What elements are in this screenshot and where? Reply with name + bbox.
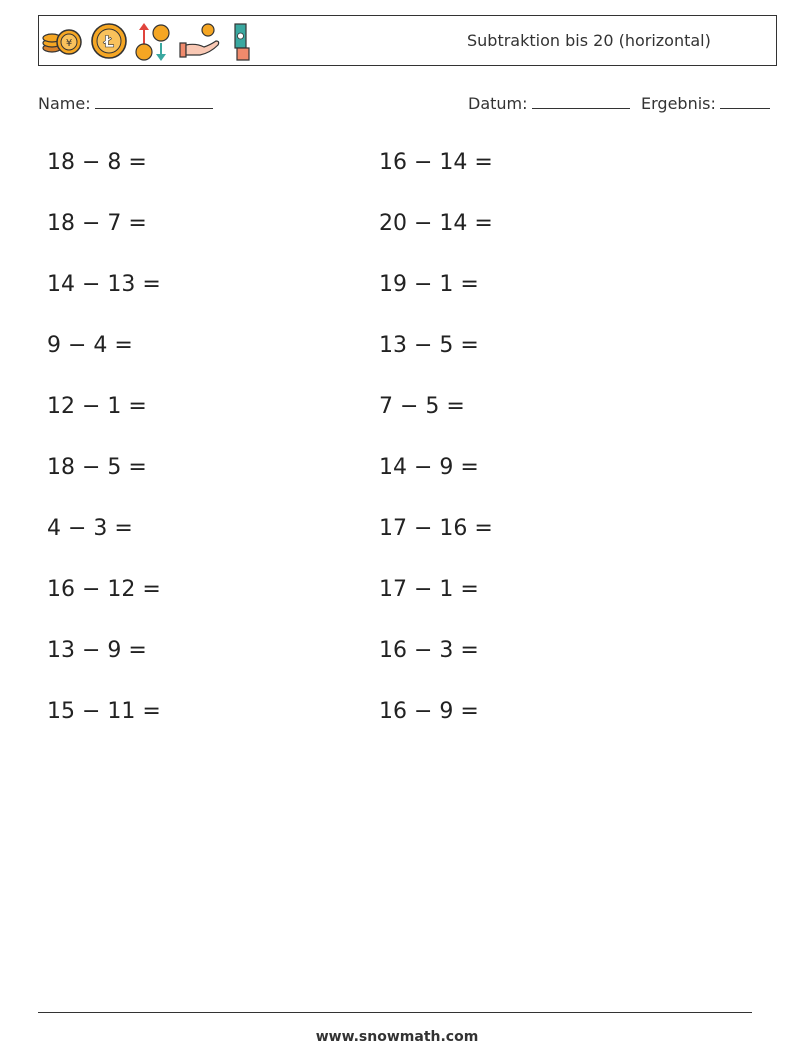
problem-right-6: 14 − 9 = (379, 455, 479, 480)
result-field (641, 94, 770, 113)
problem-right-5: 7 − 5 = (379, 394, 465, 419)
problem-left-6: 18 − 5 = (47, 455, 147, 480)
cash-hand-icon (235, 24, 249, 60)
problem-right-3: 19 − 1 = (379, 272, 479, 297)
problem-right-8: 17 − 1 = (379, 577, 479, 602)
problem-right-1: 16 − 14 = (379, 150, 493, 175)
problem-right-4: 13 − 5 = (379, 333, 479, 358)
problem-left-1: 18 − 8 = (47, 150, 147, 175)
date-blank[interactable] (532, 94, 630, 109)
problem-right-10: 16 − 9 = (379, 699, 479, 724)
problem-left-2: 18 − 7 = (47, 211, 147, 236)
litecoin-icon (92, 24, 126, 58)
svg-text:¥: ¥ (65, 38, 73, 49)
header-icons (42, 21, 257, 61)
problem-left-10: 15 − 11 = (47, 699, 161, 724)
date-label: Datum: (468, 94, 528, 113)
problem-left-8: 16 − 12 = (47, 577, 161, 602)
worksheet-header (38, 15, 777, 66)
coin-stack-icon (43, 30, 81, 54)
footer-url[interactable]: www.snowmath.com (315, 1029, 479, 1045)
result-blank[interactable] (720, 94, 770, 109)
currency-exchange-icon (136, 23, 169, 61)
problem-left-3: 14 − 13 = (47, 272, 161, 297)
problem-left-7: 4 − 3 = (47, 516, 133, 541)
problem-right-9: 16 − 3 = (379, 638, 479, 663)
name-blank[interactable] (95, 94, 213, 109)
svg-text:Ł: Ł (103, 32, 115, 51)
problem-right-7: 17 − 16 = (379, 516, 493, 541)
name-label: Name: (38, 94, 91, 113)
problem-left-4: 9 − 4 = (47, 333, 133, 358)
date-field (468, 94, 630, 113)
problem-left-5: 12 − 1 = (47, 394, 147, 419)
footer-divider (38, 1012, 752, 1013)
worksheet-title: Subtraktion bis 20 (horizontal) (467, 31, 711, 50)
result-label: Ergebnis: (641, 94, 716, 113)
name-field (38, 94, 213, 113)
problem-right-2: 20 − 14 = (379, 211, 493, 236)
hand-coin-icon (180, 24, 219, 57)
problem-left-9: 13 − 9 = (47, 638, 147, 663)
